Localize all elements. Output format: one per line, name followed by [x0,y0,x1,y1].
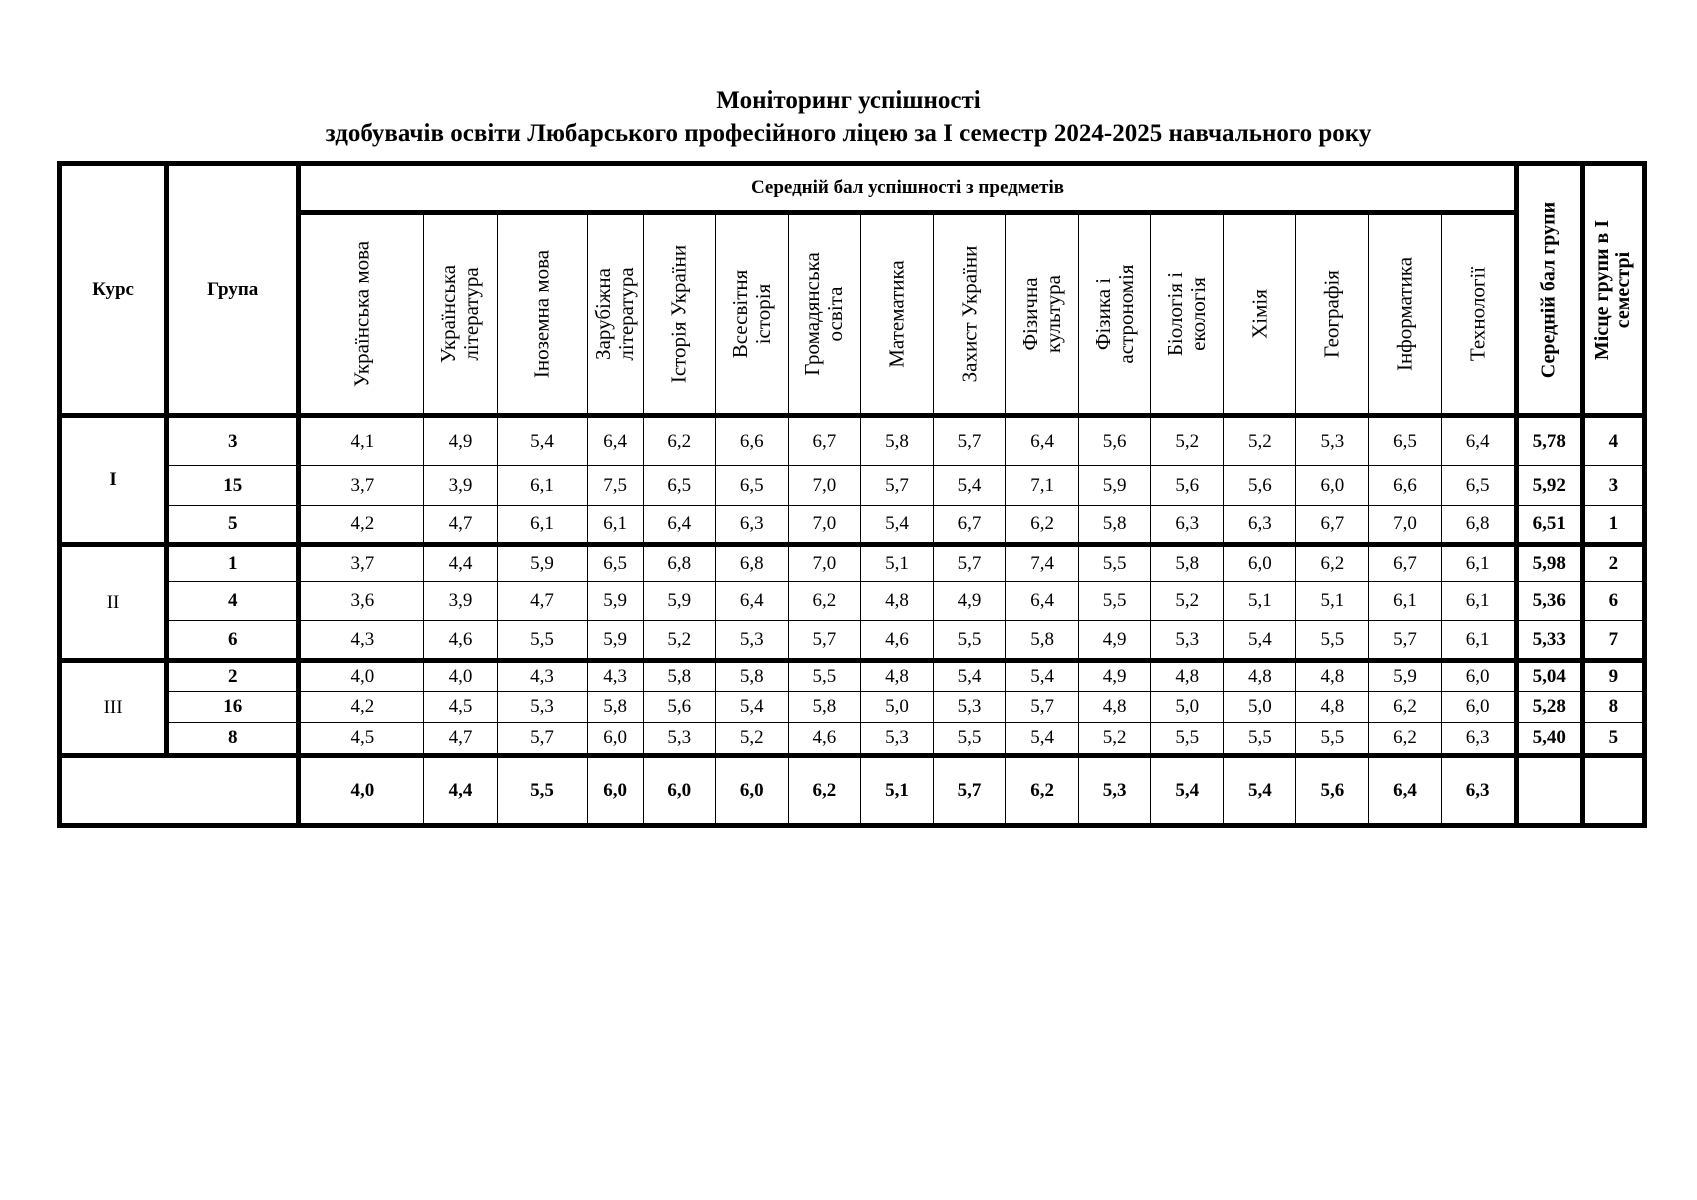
header-course: Курс [60,164,167,416]
header-group-avg [1516,164,1582,416]
total-avg-cell: 6,0 [715,756,788,826]
totals-blank [60,756,299,826]
subject-header [587,213,643,416]
grade-cell: 5,3 [860,723,933,756]
grade-cell: 6,1 [497,506,587,545]
grade-cell: 5,7 [933,416,1005,466]
grade-cell: 6,8 [643,545,715,582]
grade-cell: 5,3 [1296,416,1369,466]
subject-header-wrap [789,215,860,413]
grade-cell: 5,7 [860,466,933,506]
grade-cell: 7,0 [788,506,860,545]
grade-cell: 6,2 [1369,723,1441,756]
group-place-cell: 2 [1582,545,1644,582]
grade-cell: 6,1 [497,466,587,506]
grade-cell: 5,5 [1151,723,1224,756]
group-number: 15 [167,466,299,506]
group-avg-cell: 5,04 [1516,661,1582,692]
subject-header [424,213,497,416]
grade-cell: 6,2 [1369,692,1441,723]
total-avg-cell: 5,1 [860,756,933,826]
group-place-cell: 6 [1582,582,1644,621]
total-avg-cell: 5,6 [1296,756,1369,826]
subject-header-label: Географія [1319,270,1344,358]
grade-cell: 6,8 [1441,506,1516,545]
grade-cell: 4,3 [497,661,587,692]
grade-cell: 5,5 [1079,582,1151,621]
grade-cell: 4,7 [497,582,587,621]
subject-header [860,213,933,416]
grade-cell: 6,4 [1441,416,1516,466]
group-place-cell: 9 [1582,661,1644,692]
grade-cell: 5,5 [497,621,587,661]
total-avg-cell: 5,5 [497,756,587,826]
grade-cell: 5,8 [587,692,643,723]
grade-cell: 4,7 [424,723,497,756]
header-group-avg-wrap [1519,168,1580,412]
subject-header-wrap [498,215,587,413]
grade-cell: 5,1 [860,545,933,582]
header-place-wrap [1585,168,1642,412]
header-group-avg-label: Середній бал групи [1537,201,1560,378]
group-number: 5 [167,506,299,545]
grade-cell: 6,7 [1369,545,1441,582]
grade-cell: 5,9 [1369,661,1441,692]
grade-cell: 5,7 [933,545,1005,582]
grade-cell: 5,2 [1151,416,1224,466]
subject-header-wrap [644,215,715,413]
grade-cell: 5,8 [715,661,788,692]
grade-cell: 3,9 [424,466,497,506]
grade-cell: 5,6 [1079,416,1151,466]
subject-header [933,213,1005,416]
group-place-cell: 4 [1582,416,1644,466]
grade-cell: 5,7 [1369,621,1441,661]
grade-cell: 6,5 [587,545,643,582]
subject-header [788,213,860,416]
grade-cell: 5,4 [715,692,788,723]
subject-header-wrap [716,215,788,413]
header-place [1582,164,1644,416]
subject-header [643,213,715,416]
grade-cell: 5,0 [860,692,933,723]
grade-cell: 5,9 [587,582,643,621]
grade-cell: 5,7 [1006,692,1079,723]
grade-cell: 4,1 [299,416,424,466]
grade-cell: 7,0 [788,466,860,506]
table-row [60,621,1645,661]
grade-cell: 5,8 [1151,545,1224,582]
total-avg-cell: 4,0 [299,756,424,826]
grade-cell: 6,1 [1441,582,1516,621]
totals-blank-place [1582,756,1644,826]
grade-cell: 4,8 [1296,661,1369,692]
subject-header [299,213,424,416]
subject-header-wrap [934,215,1005,413]
grade-cell: 7,0 [1369,506,1441,545]
grade-cell: 5,4 [860,506,933,545]
total-avg-cell: 6,2 [788,756,860,826]
grade-cell: 5,4 [1224,621,1296,661]
grade-cell: 4,9 [1079,621,1151,661]
grade-cell: 4,5 [299,723,424,756]
grade-cell: 6,4 [1006,416,1079,466]
subject-header-wrap [1079,215,1150,413]
group-avg-cell: 5,33 [1516,621,1582,661]
group-avg-cell: 5,28 [1516,692,1582,723]
total-avg-cell: 5,7 [933,756,1005,826]
grade-cell: 5,2 [1224,416,1296,466]
grade-cell: 5,3 [643,723,715,756]
grade-cell: 5,4 [1006,723,1079,756]
grade-cell: 5,0 [1151,692,1224,723]
table-row [60,582,1645,621]
grade-cell: 4,6 [424,621,497,661]
group-number: 8 [167,723,299,756]
grade-cell: 6,5 [1441,466,1516,506]
subject-header-label: Біологія і екологія [1163,271,1211,357]
grade-cell: 6,2 [1296,545,1369,582]
table-row [60,416,1645,466]
grade-cell: 5,1 [1296,582,1369,621]
grade-cell: 5,5 [1224,723,1296,756]
grade-cell: 4,2 [299,506,424,545]
total-avg-cell: 6,4 [1369,756,1441,826]
subject-header-label: Інформатика [1392,256,1417,372]
grade-cell: 5,8 [788,692,860,723]
subject-header-wrap [861,215,933,413]
grade-cell: 4,8 [860,582,933,621]
subject-header-label: Українська література [436,264,484,364]
grade-cell: 5,1 [1224,582,1296,621]
subject-header-label: Іноземна мова [529,249,554,379]
grade-cell: 5,4 [497,416,587,466]
group-place-cell: 3 [1582,466,1644,506]
grade-cell: 5,7 [497,723,587,756]
grade-cell: 7,4 [1006,545,1079,582]
group-avg-cell: 6,51 [1516,506,1582,545]
grade-cell: 5,9 [587,621,643,661]
grade-cell: 5,4 [1006,661,1079,692]
subject-header-label: Фізика і астрономія [1090,264,1138,364]
group-number: 6 [167,621,299,661]
grade-cell: 6,2 [1006,506,1079,545]
grade-cell: 6,5 [1369,416,1441,466]
grade-cell: 4,9 [424,416,497,466]
grade-cell: 5,3 [715,621,788,661]
grade-cell: 6,3 [715,506,788,545]
subject-header [715,213,788,416]
grade-cell: 5,5 [1079,545,1151,582]
grade-cell: 5,0 [1224,692,1296,723]
grade-cell: 5,9 [643,582,715,621]
grade-cell: 5,6 [643,692,715,723]
table-row [60,545,1645,582]
grade-cell: 5,2 [1079,723,1151,756]
subject-header [1441,213,1516,416]
header-place-label: Місце групи в І семестрі [1591,219,1635,360]
grade-cell: 4,8 [1224,661,1296,692]
group-avg-cell: 5,98 [1516,545,1582,582]
course-label: ІІ [60,545,167,661]
grade-cell: 7,0 [788,545,860,582]
grade-cell: 6,0 [1441,692,1516,723]
total-avg-cell: 6,0 [643,756,715,826]
grade-cell: 7,1 [1006,466,1079,506]
group-number: 2 [167,661,299,692]
header-group: Група [167,164,299,416]
subject-header [1151,213,1224,416]
total-avg-cell: 6,3 [1441,756,1516,826]
subject-header-wrap [588,215,643,413]
grade-cell: 6,5 [715,466,788,506]
group-number: 1 [167,545,299,582]
grade-cell: 5,3 [497,692,587,723]
group-place-cell: 8 [1582,692,1644,723]
grade-cell: 5,2 [643,621,715,661]
total-avg-cell: 6,2 [1006,756,1079,826]
grade-cell: 4,6 [788,723,860,756]
grade-cell: 6,1 [587,506,643,545]
grade-cell: 5,9 [1079,466,1151,506]
subject-header-label: Громадянська освіта [800,252,848,376]
subject-header-wrap [1442,215,1514,413]
subject-header-wrap [1224,215,1295,413]
group-place-cell: 7 [1582,621,1644,661]
grade-cell: 5,8 [1006,621,1079,661]
grade-cell: 3,7 [299,466,424,506]
grade-cell: 5,5 [933,621,1005,661]
grade-cell: 6,2 [788,582,860,621]
grade-cell: 4,5 [424,692,497,723]
grade-cell: 6,4 [1006,582,1079,621]
subject-header-label: Технології [1465,266,1490,362]
subject-header-label: Всесвітня історія [727,269,775,359]
grade-cell: 5,4 [933,466,1005,506]
grade-cell: 5,9 [497,545,587,582]
page-title-line1: Моніторинг успішності [716,87,981,114]
grade-cell: 4,0 [424,661,497,692]
total-avg-cell: 5,4 [1224,756,1296,826]
group-avg-cell: 5,92 [1516,466,1582,506]
grade-cell: 6,3 [1441,723,1516,756]
total-avg-cell: 5,4 [1151,756,1224,826]
subject-header [1006,213,1079,416]
group-place-cell: 5 [1582,723,1644,756]
grade-cell: 5,8 [860,416,933,466]
grade-cell: 6,4 [715,582,788,621]
grade-cell: 5,4 [933,661,1005,692]
grade-cell: 5,5 [788,661,860,692]
grade-cell: 3,9 [424,582,497,621]
grade-cell: 6,8 [715,545,788,582]
subject-header-label: Математика [884,260,909,368]
course-label: ІІІ [60,661,167,756]
grade-cell: 4,0 [299,661,424,692]
grade-cell: 6,0 [1441,661,1516,692]
grade-cell: 6,0 [587,723,643,756]
grade-cell: 4,8 [1151,661,1224,692]
table-row [60,661,1645,692]
group-number: 4 [167,582,299,621]
grade-cell: 4,7 [424,506,497,545]
grade-cell: 6,7 [1296,506,1369,545]
grade-cell: 6,7 [933,506,1005,545]
grade-cell: 6,1 [1369,582,1441,621]
table-row [60,466,1645,506]
subject-header-label: Хімія [1247,289,1272,339]
group-place-cell: 1 [1582,506,1644,545]
page-title-line2: здобувачів освіти Любарського професійного ліцею за І семестр 2024-2025 навчального року [325,120,1372,147]
group-number: 3 [167,416,299,466]
table-row [60,506,1645,545]
grade-cell: 4,3 [587,661,643,692]
grade-cell: 6,5 [643,466,715,506]
grade-cell: 6,6 [1369,466,1441,506]
grade-cell: 3,7 [299,545,424,582]
group-avg-cell: 5,78 [1516,416,1582,466]
course-label: І [60,416,167,545]
grade-cell: 5,7 [788,621,860,661]
grade-cell: 6,3 [1151,506,1224,545]
grade-cell: 4,8 [860,661,933,692]
subject-header [1079,213,1151,416]
grade-cell: 4,6 [860,621,933,661]
grade-cell: 5,5 [1296,723,1369,756]
grade-cell: 5,5 [933,723,1005,756]
grade-cell: 6,4 [587,416,643,466]
table-row [60,723,1645,756]
grade-cell: 7,5 [587,466,643,506]
header-subjects-title: Середній бал успішності з предметів [299,164,1516,213]
grade-cell: 4,9 [1079,661,1151,692]
subject-header-label: Історія України [666,244,691,384]
grade-cell: 6,1 [1441,545,1516,582]
subject-header-wrap [1151,215,1223,413]
grade-cell: 5,3 [933,692,1005,723]
grade-cell: 3,6 [299,582,424,621]
subject-header-wrap [1369,215,1440,413]
grade-cell: 5,5 [1296,621,1369,661]
grade-cell: 6,1 [1441,621,1516,661]
subject-header [1224,213,1296,416]
subject-header-label: Зарубіжна література [591,267,639,361]
grade-cell: 5,2 [715,723,788,756]
grade-cell: 4,2 [299,692,424,723]
subject-header-label: Фізична культура [1018,275,1066,353]
subject-header-wrap [301,215,423,413]
performance-table [57,161,1647,828]
total-avg-cell: 6,0 [587,756,643,826]
subject-header-label: Українська мова [349,240,374,388]
grade-cell: 4,4 [424,545,497,582]
subject-header-wrap [1296,215,1368,413]
grade-cell: 6,0 [1224,545,1296,582]
totals-blank-avg [1516,756,1582,826]
subject-header-wrap [1006,215,1078,413]
subject-header-label: Захист України [957,245,982,383]
group-avg-cell: 5,36 [1516,582,1582,621]
grade-cell: 4,8 [1296,692,1369,723]
grade-cell: 4,3 [299,621,424,661]
grade-cell: 5,8 [1079,506,1151,545]
grade-cell: 6,2 [643,416,715,466]
grade-cell: 6,4 [643,506,715,545]
subject-header-wrap [424,215,496,413]
grade-cell: 5,6 [1224,466,1296,506]
grade-cell: 6,7 [788,416,860,466]
header-row-1 [60,164,1645,213]
grade-cell: 6,0 [1296,466,1369,506]
grade-cell: 5,6 [1151,466,1224,506]
subject-header [1369,213,1441,416]
grade-cell: 5,2 [1151,582,1224,621]
grade-cell: 5,8 [643,661,715,692]
group-avg-cell: 5,40 [1516,723,1582,756]
subject-header [1296,213,1369,416]
grade-cell: 4,8 [1079,692,1151,723]
total-avg-cell: 4,4 [424,756,497,826]
totals-row [60,756,1645,826]
grade-cell: 4,9 [933,582,1005,621]
table-row [60,692,1645,723]
grade-cell: 5,3 [1151,621,1224,661]
total-avg-cell: 5,3 [1079,756,1151,826]
subject-header [497,213,587,416]
group-number: 16 [167,692,299,723]
grade-cell: 6,3 [1224,506,1296,545]
grade-cell: 6,6 [715,416,788,466]
